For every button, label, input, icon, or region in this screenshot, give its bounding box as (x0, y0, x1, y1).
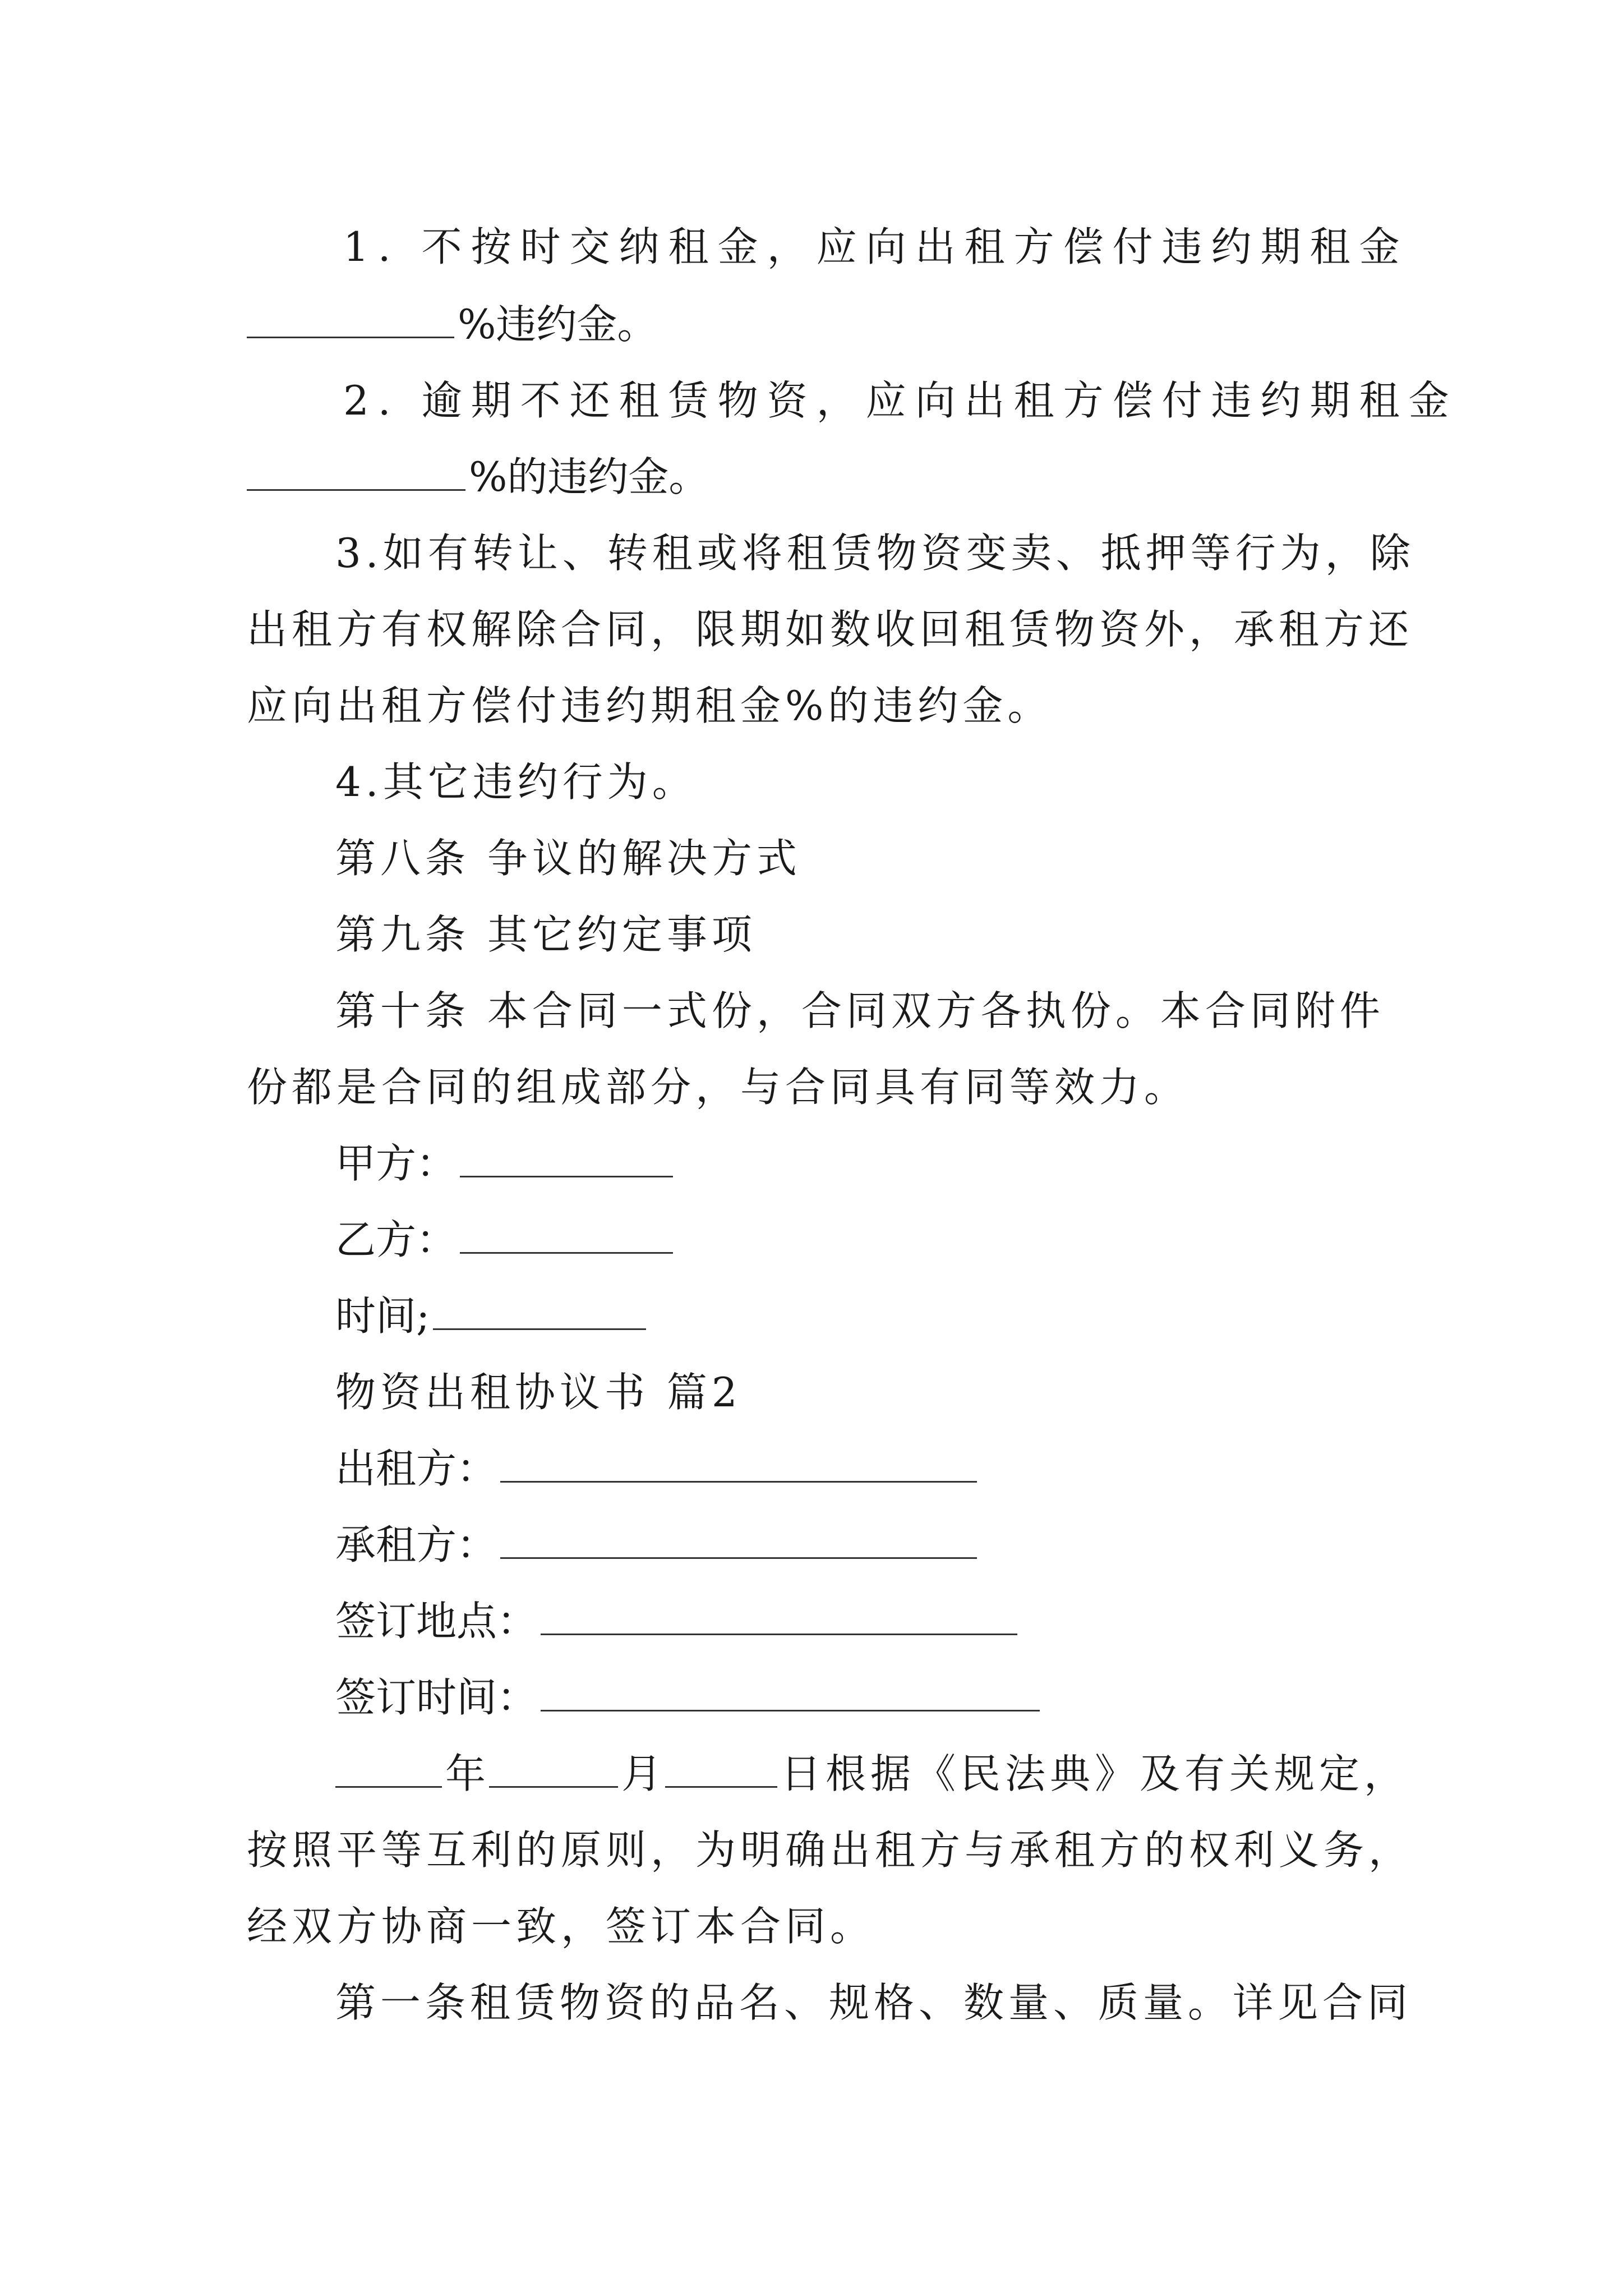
month-label: 月 (621, 1750, 662, 1797)
article-8 (335, 831, 801, 885)
clause-3-line-2 (247, 602, 1413, 656)
lessee-blank (500, 1521, 977, 1559)
clause-3-line-1 (335, 526, 1415, 580)
clause-3-text-3: 应向出租方偿付违约期租金%的违约金。 (247, 682, 1053, 729)
sign-party-a (335, 1137, 676, 1190)
sign-party-b (335, 1213, 676, 1267)
article-8-text: 第八条 争议的解决方式 (335, 835, 801, 882)
clause-1-tail: %违约金。 (458, 301, 658, 348)
lessee-field (335, 1518, 980, 1572)
clause-3-text-2: 出租方有权解除合同，限期如数收回租赁物资外，承租方还 (247, 606, 1414, 653)
date-field (335, 1671, 1043, 1724)
section-2-title (335, 1365, 742, 1419)
article-10-line-1 (335, 984, 1385, 1038)
article-1-text: 第一条租赁物资的品名、规格、数量、质量。详见合同 (335, 1979, 1413, 2026)
clause-2-text: 2. 逾期不还租赁物资，应向出租方偿付违约期租金 (343, 377, 1458, 424)
clause-1-line-2 (247, 297, 657, 351)
clause-2-line-2 (247, 450, 709, 504)
lessor-blank (500, 1445, 977, 1483)
date-label: 签订时间： (335, 1674, 538, 1721)
article-1 (335, 1976, 1412, 2030)
party-a-blank (460, 1140, 673, 1177)
place-field (335, 1594, 1021, 1648)
article-9 (335, 908, 757, 961)
day-blank (665, 1750, 777, 1788)
party-b-blank (460, 1216, 673, 1254)
article-10-text-1: 第十条 本合同一式份，合同双方各执份。本合同附件 (335, 987, 1385, 1034)
clause-3-line-3 (247, 679, 1052, 733)
month-blank (489, 1750, 618, 1788)
date-line-text: 日根据《民法典》及有关规定， (781, 1750, 1409, 1797)
clause-3-text-1: 3.如有转让、转租或将租赁物资变卖、抵押等行为，除 (335, 530, 1415, 577)
clause-2-line-1 (343, 374, 1458, 427)
section-2-title-text: 物资出租协议书 篇2 (335, 1369, 742, 1416)
article-10-line-2 (247, 1060, 1189, 1114)
clause-2-tail: %的违约金。 (469, 453, 709, 500)
time-label: 时间; (335, 1292, 430, 1340)
blank-field (247, 453, 465, 491)
article-9-text: 第九条 其它约定事项 (335, 911, 757, 958)
clause-1-line-1 (343, 220, 1409, 274)
article-10-text-2: 份都是合同的组成部分，与合同具有同等效力。 (247, 1064, 1189, 1111)
time-blank (433, 1292, 646, 1330)
year-label: 年 (445, 1750, 486, 1797)
preamble-text-2: 经双方协商一致，签订本合同。 (247, 1903, 875, 1950)
place-label: 签订地点： (335, 1598, 538, 1645)
clause-4-text: 4.其它违约行为。 (335, 758, 697, 806)
preamble-text-1: 按照平等互利的原则，为明确出租方与承租方的权利义务， (247, 1826, 1414, 1874)
clause-1-text: 1. 不按时交纳租金，应向出租方偿付违约期租金 (343, 223, 1409, 270)
party-b-label: 乙方： (335, 1216, 457, 1263)
lessor-label: 出租方： (335, 1445, 497, 1492)
year-blank (335, 1750, 442, 1788)
clause-4 (335, 755, 697, 809)
lessee-label: 承租方： (335, 1521, 497, 1568)
date-line (335, 1747, 1409, 1801)
preamble-line-2 (247, 1899, 875, 1953)
preamble-line-1 (247, 1823, 1413, 1877)
party-a-label: 甲方： (335, 1140, 457, 1187)
blank-field (247, 301, 454, 338)
lessor-field (335, 1442, 980, 1496)
date-blank (541, 1674, 1040, 1711)
sign-time (335, 1289, 649, 1343)
place-blank (541, 1598, 1017, 1635)
